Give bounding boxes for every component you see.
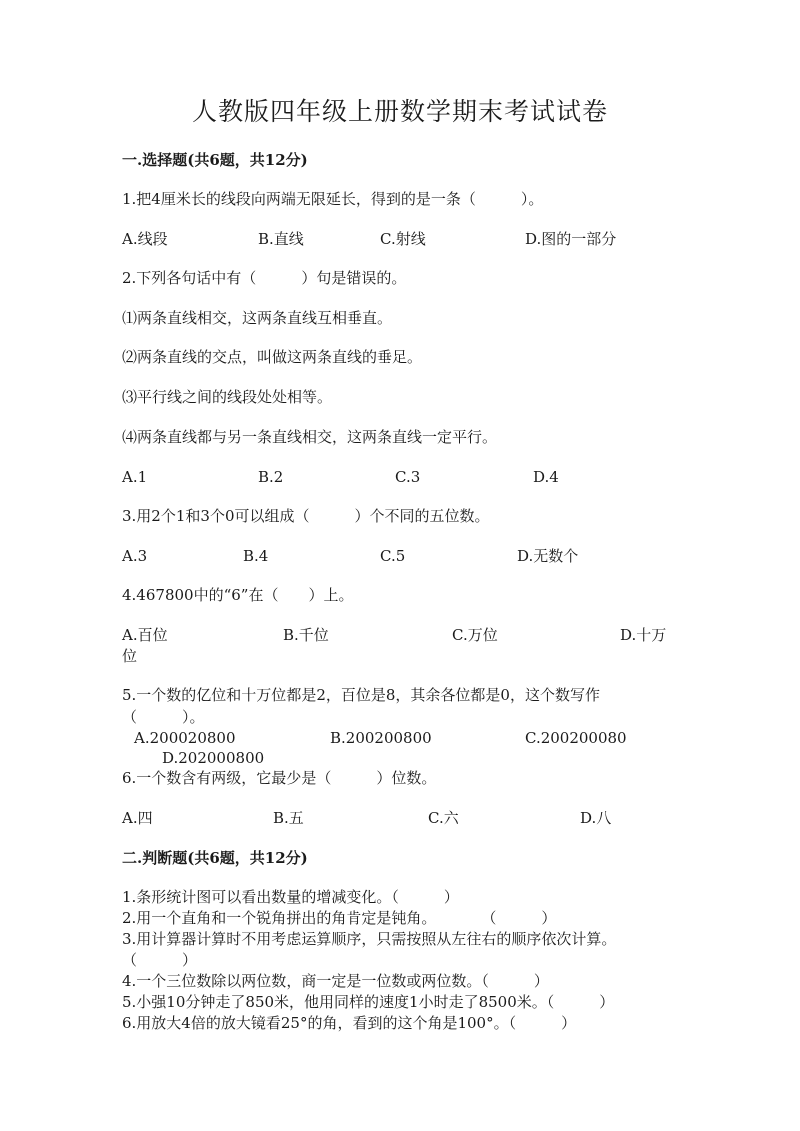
q4-option-a: A.百位 bbox=[122, 626, 168, 644]
judgment-item-6: 6.用放大4倍的放大镜看25°的角，看到的这个角是100°。（ ） bbox=[122, 1014, 577, 1032]
q1-option-c: C.射线 bbox=[380, 230, 426, 248]
q6-option-b: B.五 bbox=[273, 809, 304, 827]
q5-option-b: B.200200800 bbox=[330, 729, 432, 747]
q1-option-d: D.图的一部分 bbox=[525, 230, 617, 248]
judgment-item-2: 2.用一个直角和一个锐角拼出的角肯定是钝角。 （ ） bbox=[122, 909, 557, 927]
judgment-item-3-blank: （ ） bbox=[122, 951, 198, 969]
q5-option-c: C.200200080 bbox=[525, 729, 627, 747]
q6-option-c: C.六 bbox=[428, 809, 459, 827]
judgment-item-4: 4.一个三位数除以两位数，商一定是一位数或两位数。（ ） bbox=[122, 972, 549, 990]
q2-statement-3: ⑶平行线之间的线段处处相等。 bbox=[122, 388, 333, 406]
q2-option-d: D.4 bbox=[533, 468, 559, 486]
question-4: 4.467800中的“6”在（ ）上。 bbox=[122, 586, 354, 604]
question-1: 1.把4厘米长的线段向两端无限延长，得到的是一条（ ）。 bbox=[122, 190, 544, 208]
q3-option-a: A.3 bbox=[122, 547, 148, 565]
q2-option-b: B.2 bbox=[258, 468, 284, 486]
question-6: 6.一个数含有两级，它最少是（ ）位数。 bbox=[122, 769, 437, 787]
question-3: 3.用2个1和3个0可以组成（ ）个不同的五位数。 bbox=[122, 507, 490, 525]
q4-option-d: D.十万 bbox=[620, 626, 667, 644]
page-title: 人教版四年级上册数学期末考试试卷 bbox=[191, 97, 608, 126]
question-2: 2.下列各句话中有（ ）句是错误的。 bbox=[122, 269, 407, 287]
q4-option-d-wrap: 位 bbox=[122, 647, 138, 665]
q4-option-b: B.千位 bbox=[283, 626, 329, 644]
q2-statement-1: ⑴两条直线相交，这两条直线互相垂直。 bbox=[122, 309, 393, 327]
q3-option-c: C.5 bbox=[380, 547, 406, 565]
q1-option-a: A.线段 bbox=[122, 230, 168, 248]
q2-statement-4: ⑷两条直线都与另一条直线相交，这两条直线一定平行。 bbox=[122, 428, 498, 446]
judgment-item-1: 1.条形统计图可以看出数量的增减变化。（ ） bbox=[122, 888, 459, 906]
q6-option-d: D.八 bbox=[580, 809, 612, 827]
judgment-item-3: 3.用计算器计算时不用考虑运算顺序，只需按照从左往右的顺序依次计算。 bbox=[122, 930, 617, 948]
section-heading-judgment: 二.判断题(共6题，共12分) bbox=[122, 849, 308, 867]
q2-option-a: A.1 bbox=[122, 468, 148, 486]
judgment-item-5: 5.小强10分钟走了850米，他用同样的速度1小时走了8500米。（ ） bbox=[122, 993, 615, 1011]
q4-option-c: C.万位 bbox=[452, 626, 498, 644]
q6-option-a: A.四 bbox=[122, 809, 153, 827]
q3-option-d: D.无数个 bbox=[517, 547, 579, 565]
section-heading-choice: 一.选择题(共6题，共12分) bbox=[122, 151, 308, 169]
question-5: 5.一个数的亿位和十万位都是2，百位是8，其余各位都是0，这个数写作（ ）。 bbox=[122, 686, 600, 726]
q5-option-d: D.202000800 bbox=[162, 749, 265, 767]
q2-option-c: C.3 bbox=[395, 468, 421, 486]
q3-option-b: B.4 bbox=[243, 547, 269, 565]
q2-statement-2: ⑵两条直线的交点，叫做这两条直线的垂足。 bbox=[122, 348, 423, 366]
q5-option-a: A.200020800 bbox=[134, 729, 236, 747]
q1-option-b: B.直线 bbox=[258, 230, 304, 248]
